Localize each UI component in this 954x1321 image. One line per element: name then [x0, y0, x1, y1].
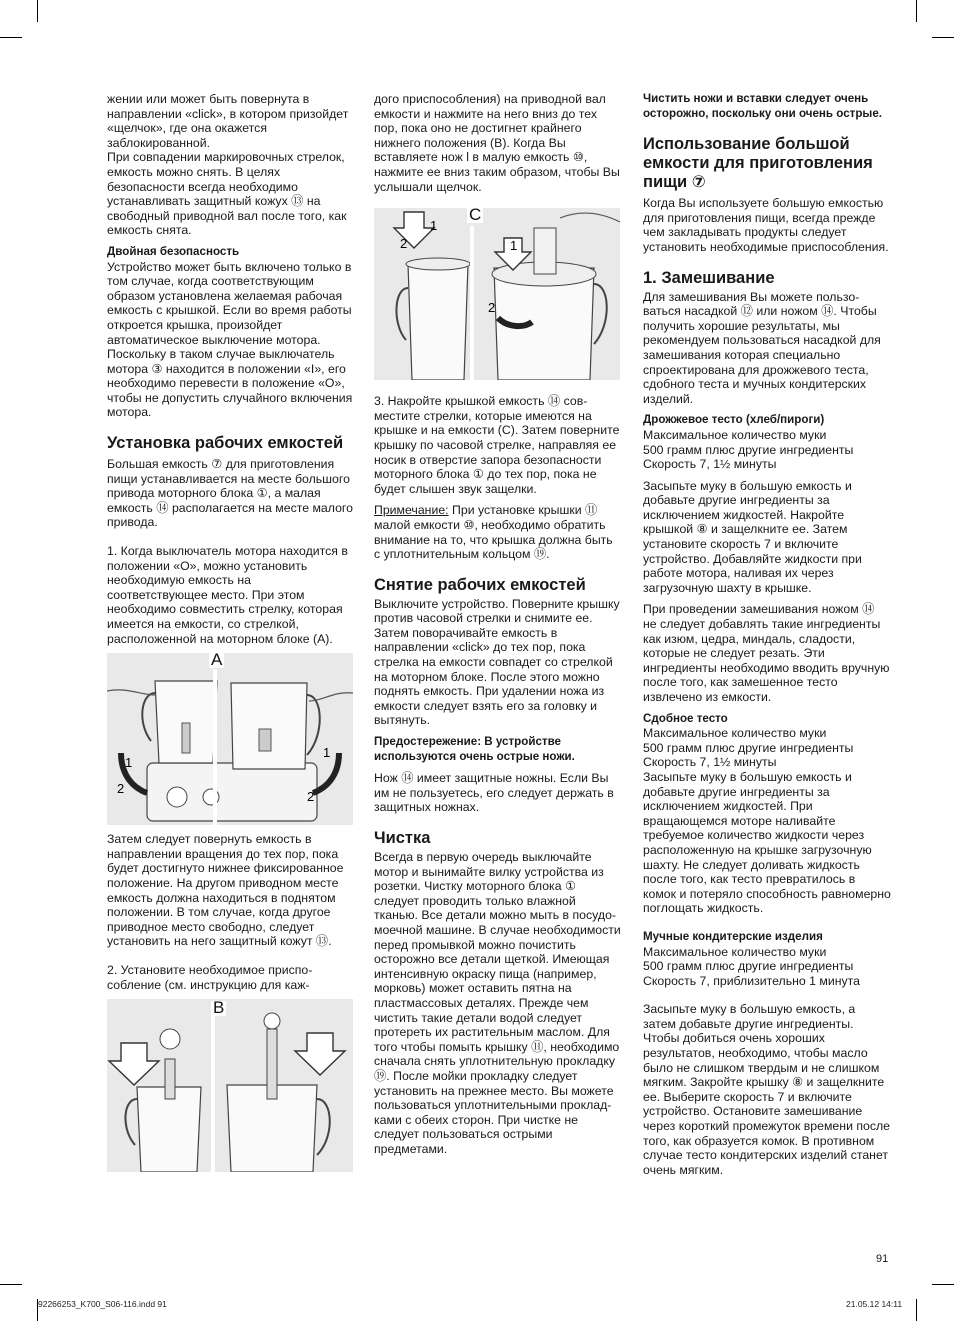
paragraph: 3. Накройте крышкой емкость ⑭ совместите стрелки, которые имеются на крышке и на емкости (C). Затем поверните крышку по часовой стрелке, направляя ее носик в отверстие запора безопасности моторного блока ① до тех пор, пока не будет слышен звук защелки.	[374, 394, 620, 496]
spec-line: 500 грамм плюс другие ингредиенты	[643, 740, 854, 755]
figure-a	[107, 653, 353, 825]
spec-line: Максимальное количество муки	[643, 427, 827, 442]
paragraph: Затем следует повернуть емкость в направлении вращения до тех пор, пока будет достигнуто нижнее фиксированное положение. На другом приводном месте емкость должна находиться в поднятом положении. В том случае, когда другое приводное место свободно, следует установить на него защитный кожут ⑬.	[107, 832, 344, 949]
paragraph: Устройство может быть включено только в том случае, когда соответствующим образом установлена желаемая рабочая емкость с крышкой. Если во время работы откроется крышка, произойдет автоматическое выключение мотора. Поскольку в таком случае выключатель мотора ③ находится в положении «I», его необходимо перевести в положение «O», чтобы не допустить случайного включения мотора.	[107, 259, 353, 420]
heading-large-bowl: Использование большой емкости для приготовления пищи ⑦	[643, 135, 873, 192]
figure-label-b: B	[213, 999, 225, 1018]
column-right	[643, 92, 891, 1177]
paragraph: жении или может быть повернута в направлении «click», в котором призойдет «щелчок», где она окажется заблокированной.	[107, 92, 349, 150]
svg-text:2: 2	[400, 236, 408, 252]
heading-install-bowls: Установка рабочих емкостей	[107, 434, 344, 453]
spec-line: Скорость 7, приблизительно 1 минута	[643, 973, 861, 988]
footer-date: 21.05.12 14:11	[846, 1299, 903, 1309]
paragraph: Выключите устройство. Поверните крышку против часовой стрелки и снимите ее. Затем поворачивайте емкость в направлении «click» до тех пор, пока стрелка на емкости совпадет со стрелкой на моторном блоке. После этого можно поднять емкость. При удалении ножа из емкости следует взять его за головку и вытянуть.	[374, 596, 620, 728]
paragraph: Нож ⑭ имеет защитные ножны. Если Вы им не пользуетесь, его следует держать в защитных ножнах.	[374, 771, 614, 815]
paragraph: Большая емкость ⑦ для приготовления пищи устанавливается на месте большого привода моторного блока ①, а малая емкость ⑭ располагается на месте малого привода.	[107, 457, 353, 530]
warning-text: Предостережение: В устройстве используются очень острые ножи.	[374, 735, 575, 763]
subheading-double-safety: Двойная безопасность	[107, 244, 240, 258]
footer-file-info: 92266253_K700_S06-116.indd 91	[38, 1299, 167, 1309]
svg-text:1: 1	[125, 755, 133, 771]
note-label: Примечание:	[374, 503, 449, 518]
svg-text:1: 1	[510, 238, 518, 254]
crop-mark	[932, 1284, 954, 1285]
crop-mark	[916, 1299, 917, 1321]
crop-mark	[0, 1284, 22, 1285]
paragraph: 1. Когда выключатель мотора находится в положении «O», можно установить необходимую емкость на соответствующее место. При этом необходимо совместить стрелку, которая имеется на емкости, со стрелкой, расположенной на моторном блоке (A).	[107, 544, 348, 646]
paragraph: Засыпьте муку в большую емкость и добавьте другие ингредиенты за исключением жидкостей. При вращающемся моторе наливайте требуемое количество жидкости через расположенную на крышке загрузочную шахту. Не следует доливать жидкость после того, как тесто превратилось в комок и потеряло способность равномерно поглощать жидкость.	[643, 769, 891, 916]
figure-c	[374, 208, 620, 380]
crop-mark	[916, 0, 917, 22]
figure-a-illustration	[107, 653, 353, 825]
figure-c-illustration	[374, 208, 620, 380]
crop-mark	[0, 37, 22, 38]
spec-line: Максимальное количество муки	[643, 726, 827, 741]
svg-text:1: 1	[323, 745, 331, 761]
column-left	[107, 92, 355, 1172]
warning-text: Чистить ножи и вставки следует очень осторожно, поскольку они очень острые.	[643, 92, 882, 120]
crop-mark	[37, 0, 38, 22]
svg-text:1: 1	[430, 218, 438, 234]
paragraph: При проведении замешивания ножом ⑭ не следует добавлять такие ингредиенты как изюм, цедра, миндаль, сладости, которые не следует резать. Эти ингредиенты необходимо вводить вручную после того, как замешенное тесто извлечено из емкости.	[643, 602, 890, 704]
paragraph: Когда Вы используете большую емкостью для приготовления пищи, всегда прежде чем закладывать продукты следует установить необходимые приспособления.	[643, 196, 889, 254]
subheading-yeast-dough: Дрожжевое тесто (хлеб/пироги)	[643, 413, 825, 427]
spec-line: Максимальное количество муки	[643, 944, 827, 959]
heading-remove-bowls: Снятие рабочих емкостей	[374, 575, 586, 594]
svg-text:2: 2	[488, 300, 496, 316]
paragraph: дого приспособления) на приводной вал емкости и нажмите на него вниз до тех пор, пока оно не достигнет крайнего нижнего положения (B). Когда Вы вставляете нож l в малую емкость ⑩, нажмите ее вниз таким образом, чтобы Вы услышали щелчок.	[374, 92, 620, 194]
figure-b	[107, 999, 353, 1172]
note-paragraph	[374, 503, 622, 561]
figure-label-a: A	[211, 653, 223, 670]
paragraph: Всегда в первую очередь выключайте мотор и вынимайте вилку устройства из розетки. Чистку моторного блока ① следует проводить только влажной тканью. Все детали можно мыть в посудомоечной машине. В случае необходимости перед промывкой можно почистить осторожно все детали щеткой. Имеющая интенсивную окраску пища (например, морковь) может оставить пятна на пластмассовых деталях. Прежде чем чистить такие детали водой следует протереть их растительным маслом. Для того чтобы помыть крышку ⑪, необходимо сначала снять уплотнительную прокладку ⑲. После мойки прокладку следует установить на прежнее место. Вы можете пользоваться уплотнительными прокладками с обеих сторон. При чистке не следует пользоваться острыми предметами.	[374, 850, 621, 1156]
subheading-sweet-dough: Сдобное тесто	[643, 711, 728, 725]
spec-line: 500 грамм плюс другие ингредиенты	[643, 959, 854, 974]
paragraph: 2. Установите необходимое приспособление (см. инструкцию для каж-	[107, 962, 313, 992]
spec-line: Скорость 7, 1½ минуты	[643, 755, 777, 770]
column-middle	[374, 92, 622, 1156]
paragraph: Засыпьте муку в большую емкость и добавьте другие ингредиенты за исключением жидкостей. Накройте крышкой ⑧ и защелкните ее. Затем установите скорость 7 и включите устройство. Добавляйте жидкости при работе мотора, наливая их через загрузочную шахту в крышке.	[643, 478, 862, 595]
paragraph: Для замешивания Вы можете пользоваться насадкой ⑫ или ножом ⑭. Чтобы получить хорошие результаты, мы рекомендуем пользоваться насадкой для замешивания которая специально спроектирована для дрожжевого теста, сдобного теста и мучных кондитерских изделий.	[643, 289, 881, 406]
paragraph: Засыпьте муку в большую емкость, а затем добавьте другие ингредиенты. Чтобы добиться очень хороших результатов, необходимо, чтобы масло было не слишком твердым и не слишком мягким. Закройте крышку ⑧ и защелкните ее. Выберите скорость 7 и включите устройство. Остановите замешивание через короткий промежуток времени после того, как образуется комок. В противном случае тесто кондитерских изделий станет очень мягким.	[643, 1002, 891, 1177]
spec-line: 500 грамм плюс другие ингредиенты	[643, 442, 854, 457]
crop-mark	[932, 37, 954, 38]
subheading-pastry: Мучные кондитерские изделия	[643, 929, 823, 943]
figure-b-illustration	[107, 999, 353, 1172]
heading-kneading: 1. Замешивание	[643, 268, 775, 287]
page-number: 91	[876, 1253, 889, 1265]
svg-text:2: 2	[117, 781, 125, 797]
svg-text:2: 2	[307, 789, 315, 805]
note-text: При установке крышки ⑪ малой емкости ⑩, необходимо обратить внимание на то, что крышка должна быть с уплотнительным кольцом ⑲.	[374, 503, 613, 562]
spec-line: Скорость 7, 1½ минуты	[643, 457, 777, 472]
heading-cleaning: Чистка	[374, 829, 431, 847]
paragraph: При совпадении маркировочных стрелок, емкость можно снять. В целях безопасности всегда необходимо устанавливать защитный кожух ⑬ на свободный приводной вал после того, как емкость снята.	[107, 150, 347, 238]
figure-label-c: C	[469, 208, 482, 225]
